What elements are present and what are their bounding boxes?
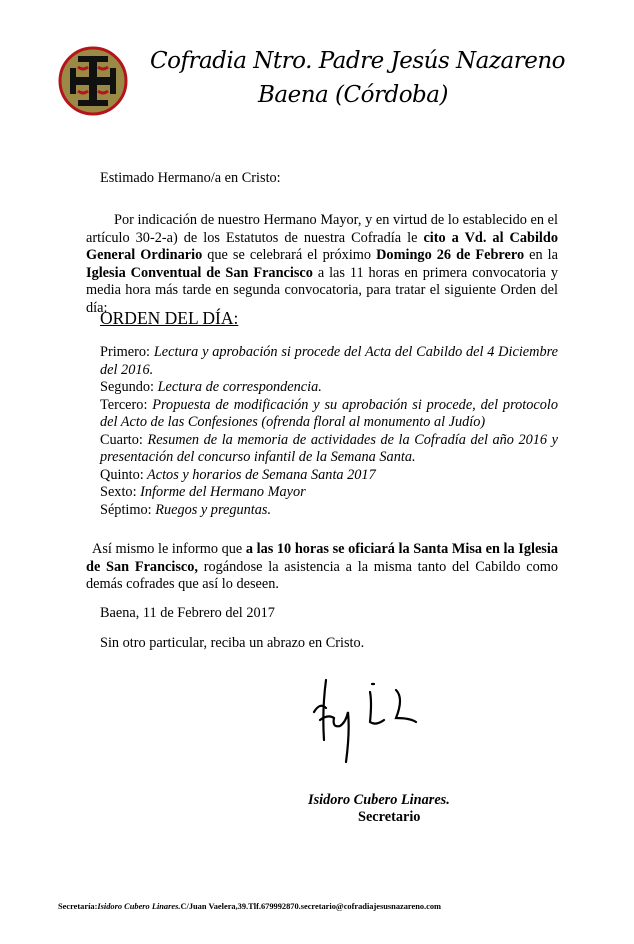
misa-paragraph (86, 541, 558, 594)
closing-line: Sin otro particular, reciba un abrazo en Cristo. (100, 635, 365, 651)
item-label: Segundo: (100, 379, 155, 395)
item-label: Quinto: (100, 466, 144, 483)
item-label: Primero: (100, 344, 151, 360)
list-item (100, 432, 558, 467)
orden-list (100, 344, 558, 519)
orden-title: ORDEN DEL DÍA: (100, 308, 239, 328)
item-text: Resumen de la memoria de actividades de la Cofradía del año 2016 y presentación del concurso infantil de la Semana Santa. (100, 431, 558, 465)
greeting: Estimado Hermano/a en Cristo: (100, 170, 281, 186)
item-text: Propuesta de modificación y su aprobación si procede, del protocolo del Acto de las Confesiones (ofrenda floral al monumento al Judío) (100, 396, 558, 430)
list-item (100, 484, 558, 502)
cofradia-logo (58, 46, 128, 116)
signatory-role: Secretario (358, 809, 421, 825)
bold-text: Iglesia Conventual de San Francisco (86, 264, 313, 281)
footer-name: Isidoro Cubero Linares. (97, 902, 181, 911)
header-location: Baena (Córdoba) (258, 82, 448, 108)
convocation-paragraph (86, 212, 558, 317)
list-item (100, 502, 558, 520)
item-text: Informe del Hermano Mayor (136, 484, 306, 500)
text: en la (524, 247, 558, 263)
text: Así mismo le informo que (92, 541, 246, 557)
text: a las 11 horas en primera convocatoria y media hora más tarde en segunda convocatoria, para tratar el siguiente Orden del día: (86, 264, 558, 316)
footer-label: Secretaría: (58, 902, 98, 911)
signatory-name: Isidoro Cubero Linares. (308, 792, 450, 808)
bold-text: Domingo 26 de Febrero (376, 247, 525, 263)
item-label: Tercero: (100, 396, 148, 413)
header-title: Cofradia Ntro. Padre Jesús Nazareno (150, 48, 565, 74)
bold-text: a las 10 horas se oficiará la Santa Misa en la Iglesia de San Francisco, (86, 541, 558, 575)
bold-text: cito a Vd. al Cabildo General Ordinario (86, 229, 559, 263)
item-label: Sexto: (100, 484, 137, 500)
item-label: Cuarto: (100, 431, 143, 448)
date-line: Baena, 11 de Febrero del 2017 (100, 605, 275, 621)
list-item (100, 467, 558, 485)
item-text: Ruegos y preguntas. (151, 501, 272, 518)
footer-address: C/Juan Vaelera,39.Tlf.679992870.secretario@cofradiajesusnazareno.com (180, 902, 442, 911)
list-item (100, 344, 558, 379)
list-item (100, 379, 558, 397)
text: rogándose la asistencia a la misma tanto del Cabildo como demás cofrades que así lo deseen. (86, 558, 558, 592)
item-text: Lectura de correspondencia. (154, 379, 322, 395)
list-item (100, 397, 558, 432)
text: Por indicación de nuestro Hermano Mayor, y en virtud de lo establecido en el artículo 30-2-a) de los Estatutos de nuestra Cofradía le (86, 212, 558, 246)
text: que se celebrará el próximo (202, 247, 377, 263)
item-text: Lectura y aprobación si procede del Acta del Cabildo del 4 Diciembre del 2016. (100, 344, 558, 378)
footer-contact (58, 902, 441, 911)
item-label: Séptimo: (100, 501, 152, 518)
signature (300, 672, 430, 772)
item-text: Actos y horarios de Semana Santa 2017 (143, 466, 376, 483)
